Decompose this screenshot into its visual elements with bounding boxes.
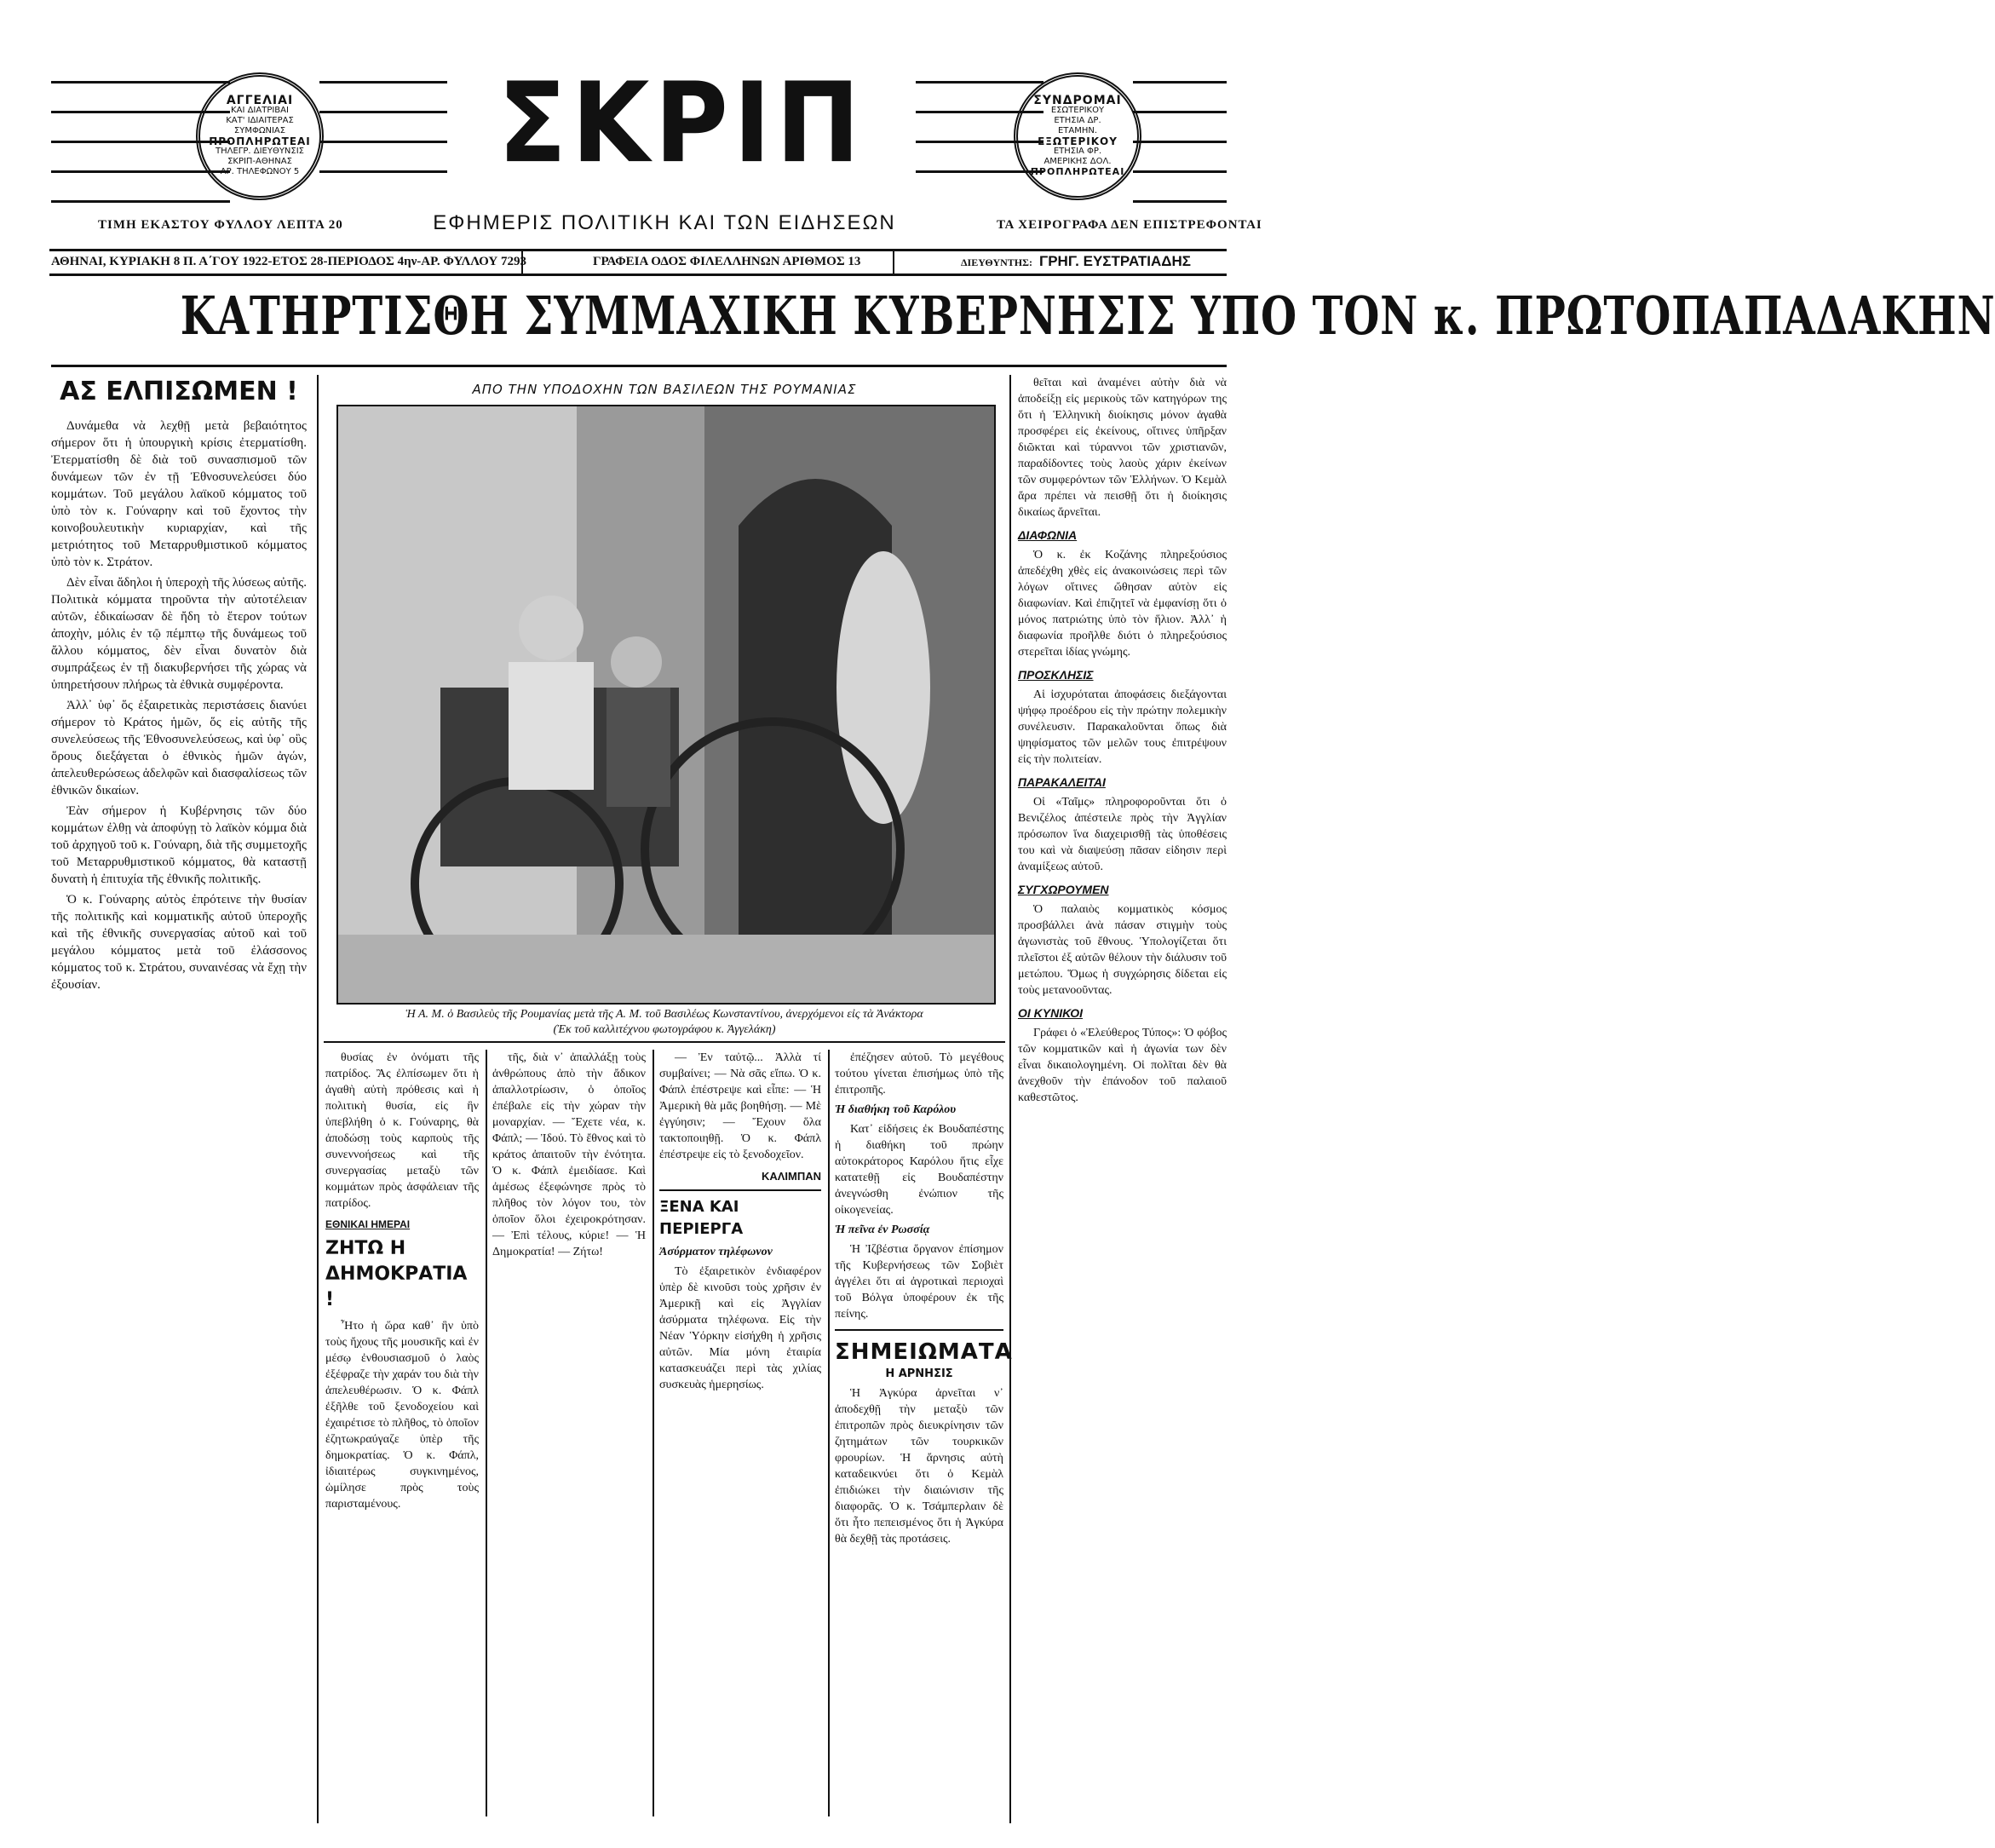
right-seal-line: ΕΤΗΣΙΑ ΦΡ. (1053, 147, 1102, 156)
issue-date: ΑΘΗΝΑΙ, ΚΥΡΙΑΚΗ 8 Π. Α΄ΓΟΥ 1922-ΕΤΟΣ 28-ΠΕΡΙΟΔΟΣ 4ην-ΑΡ. ΦΥΛΛΟΥ 7293 (51, 255, 526, 268)
article-paragraph: Οἱ «Ταῖμς» πληροφοροῦνται ὅτι ὁ Βενιζέλος ἀπέστειλε πρὸς τὴν Ἀγγλίαν πρόσωπον ἵνα διαχειρισθῇ τὰς ὑποθέσεις του καὶ νὰ διαψεύσῃ πᾶσαν εἰδησιν περὶ ἀναμίξεως αὐτοῦ. (1018, 796, 1227, 873)
office-address: ΓΡΑΦΕΙΑ ΟΔΟΣ ΦΙΛΕΛΛΗΝΩΝ ΑΡΙΘΜΟΣ 13 (593, 255, 861, 268)
notes-subtitle: Η ΑΡΝΗΣΙΣ (885, 1367, 953, 1380)
article-paragraph: Δὲν εἶναι ἄδηλοι ἡ ὑπεροχὴ τῆς λύσεως αὐτῆς. Πολιτικὰ κόμματα τηροῦντα τὴν αὐτοτέλειαν αὐτῶν, ἐδικαίωσαν δὲ ἤδη τὸ ἕτερον τούτων ἀποχὴν, μόλις ἐν τῷ πέμπτῳ τῆς δυνάμεως τοῦ ἄλλου κόμματος, δὲν εἶναι δυνατὸν διὰ συμπράξεως ἐν τῇ διακυβερνήσει τῆς χώρας νὰ ὑπηρετήσουν πλήρως τὰ ἐθνικὰ συμφέροντα. (51, 576, 307, 692)
right-seal-line: ΣΥΝΔΡΟΜΑΙ (1033, 94, 1122, 107)
notes-title: ΣΗΜΕΙΩΜΑΤΑ (835, 1339, 1013, 1365)
lower-column-2 (325, 1050, 479, 1816)
article-paragraph: Ἡ Ἀγκύρα ἀρνεῖται ν᾽ ἀποδεχθῇ τὴν μεταξὺ τῶν ἐπιτροπῶν πρὸς διευκρίνησιν τῶν ζητημάτων τῶν τουρκικῶν φρουρίων. Ἡ ἄρνησις αὐτὴ καταδεικνύει ὅτι ὁ Κεμὰλ ἐπιδιώκει τὴν διαιώνισιν τῆς διαφορᾶς. Ὁ κ. Τσάμπερλαιν δὲ ὅτι ἦτο πεπεισμένος ὅτι ἡ Ἀγκύρα θὰ δεχθῇ τὰς προτάσεις. (835, 1387, 1003, 1546)
caption-credit: (Ἐκ τοῦ καλλιτέχνου φωτογράφου κ. Ἀγγελάκη) (553, 1023, 776, 1036)
article-paragraph: Ὁ κ. ἐκ Κοζάνης πληρεξούσιος ἀπεδέχθη χθὲς εἰς ἀνακοινώσεις περὶ τῶν λόγων οἵτινες ὤθησαν αὐτὸν εἰς διαφωνίαν. Καὶ ἐπιζητεῖ νὰ ἐμφανίσῃ ὅτι ὁ μόνος πατριώτης ὑπὸ τὸν ἥλιον. Ἀλλ᾽ ἡ διαφωνία προῆλθε διότι ὁ πληρεξούσιος στερεῖται ἰδίας γνώμης. (1018, 549, 1227, 659)
section-head-prosklisis: ΠΡΟΣΚΛΗΣΙΣ (1018, 668, 1094, 682)
article-paragraph: Ἀλλ᾽ ὑφ᾽ ὅς ἐξαιρετικὰς περιστάσεις διανύει σήμερον τὸ Κράτος ἡμῶν, ὅς εἰς αὐτῆς τῆς συνελεύσεως τῆς Ἐθνοσυνελεύσεως, καὶ ὑφ᾽ οὓς ὅρους διεξάγεται ὁ ἐθνικὸς ἡμῶν ἀγών, ἀπελευθερώσεως ἀδελφῶν καὶ διασφαλίσεως τῶν ἐθνικῶν δικαίων. (51, 699, 307, 797)
right-seal-line: ΠΡΟΠΛΗΡΩΤΕΑΙ (1030, 166, 1125, 177)
lower-column-4 (659, 1050, 821, 1816)
curiosities-title: ΞΕΝΑ ΚΑΙ ΠΕΡΙΕΡΓΑ (659, 1198, 744, 1238)
right-seal-line: ΕΞΩΤΕΡΙΚΟΥ (1038, 135, 1118, 147)
left-seal-line: ΚΑΤ' ΙΔΙΑΙΤΕΡΑΣ (226, 116, 294, 125)
director-label: ΔΙΕΥΘΥΝΤΗΣ: (961, 256, 1032, 268)
left-column (51, 375, 307, 1823)
price-note: ΤΙΜΗ ΕΚΑΣΤΟΥ ΦΥΛΛΟΥ ΛΕΠΤΑ 20 (98, 218, 343, 232)
right-seal-line: ΕΤΗΣΙΑ ΔΡ. (1054, 116, 1101, 125)
item-head: Ἡ πεῖνα ἐν Ρωσσίᾳ (835, 1223, 930, 1236)
section-subhead: ΕΘΝΙΚΑΙ ΗΜΕΡΑΙ (325, 1218, 411, 1230)
newspaper-logo: ΣΚΡΙΠ (497, 58, 865, 187)
article-paragraph: Ὁ παλαιὸς κομματικὸς κόσμος προσβάλλει ἀνὰ πάσαν στιγμὴν τοὺς ἀγωνιστὰς τοῦ ἔθνους. Ὑπολογίζεται ὅτι πλεῖστοι ἐξ αὐτῶν θέλουν τὴν διάλυσιν τοῦ μετώπου. Ὅμως ἡ συγχώρησις δίδεται εἰς τοὺς μετανοοῦντας. (1018, 903, 1227, 997)
left-seal (196, 72, 324, 200)
section-head-diafonia: ΔΙΑΦΩΝΙΑ (1018, 528, 1078, 542)
article-paragraph: θεῖται καὶ ἀναμένει αὐτὴν διὰ νὰ ἀποδείξῃ εἰς μερικοὺς τῶν κατηγόρων της ὅτι ἡ Ἑλληνικὴ διοίκησις μόνον ἀγαθὰ προσφέρει εἰς ἐκείνους, οἵτινες ὑπῆρξαν διῶκται καὶ τύραννοι τῶν χριστιανῶν, παραδίδοντες τοὺς λαοὺς χάριν ἐκείνων τῶν συμφερόντων τῶν Ἑλλήνων. Ὁ Κεμὰλ ἄρα πρέπει νὰ πεισθῇ ὅτι ἡ διοίκησις δικαίως ἄρνεῖται. (1018, 377, 1227, 519)
left-seal-line: ΤΗΛΕΓΡ. ΔΙΕΥΘΥΝΣΙΣ (215, 147, 304, 156)
caption-main: Ἡ Α. Μ. ὁ Βασιλεὺς τῆς Ρουμανίας μετὰ τῆς Α. Μ. τοῦ Βασιλέως Κωνσταντίνου, ἀνερχόμενοι εἰς τὰ Ἀνάκτορα (405, 1008, 923, 1021)
right-seal-line: ΕΣΩΤΕΡΙΚΟΥ (1050, 106, 1105, 115)
item-head: Ἡ διαθήκη τοῦ Καρόλου (835, 1103, 957, 1116)
section-head-parakaleitai: ΠΑΡΑΚΑΛΕΙΤΑΙ (1018, 775, 1106, 789)
left-seal-line: ΑΡ. ΤΗΛΕΦΩΝΟΥ 5 (220, 167, 300, 176)
article-paragraph: Ὁ κ. Γούναρης αὐτὸς ἐπρότεινε τὴν θυσίαν τῆς πολιτικῆς καὶ κομματικῆς αὐτοῦ ὑπεροχῆς καὶ τῆς ἐθνικῆς συνεργασίας αὐτοῦ καὶ τοῦ μεγάλου κόμματος μετὰ τοῦ ἐλάσσονος κόμματος τοῦ κ. Στράτου, συναινέσας νὰ ἔχῃ τὴν ἐξουσίαν. (51, 893, 307, 992)
article-paragraph: Ἦτο ἡ ὥρα καθ᾽ ἣν ὑπὸ τοὺς ἤχους τῆς μουσικῆς καὶ ἐν μέσῳ ἐνθουσιασμοῦ ὁ λαὸς ἐξέφραζε τὴν χαράν του διὰ τὴν ἀπελευθέρωσιν. Ὁ κ. Φάπλ ἐξῆλθε τοῦ ξενοδοχείου καὶ ἐχαιρέτισε τὸ πλῆθος, τὸ ὁποῖον ἐζητωκραύγαζε ὑπὲρ τῆς δημοκρατίας. Ὁ κ. Φάπλ, ἰδιαιτέρως συγκινημένος, ὡμίλησε πρὸς τοὺς παρισταμένους. (325, 1320, 479, 1511)
article-paragraph: Δυνάμεθα νὰ λεχθῇ μετὰ βεβαιότητος σήμερον ὅτι ἡ ὑπουργικὴ κρίσις ἐτερματίσθη. Ἐτερματίσθη δὲ διὰ τοῦ συνασπισμοῦ τῶν δυνάμεων τῶν ἐν τῇ Ἐθνοσυνελεύσει δύο κομμάτων. Τοῦ μεγάλου λαϊκοῦ κόμματος τοῦ ὑπὸ τὸν κ. Γούναρην καὶ τοῦ ἔχοντος τὴν κοινοβουλευτικὴν κυριαρχίαν, καὶ τῆς μετριότητος τοῦ Μεταρρυθμιστικοῦ κόμματος ὑπὸ τὸν κ. Στράτον. (51, 419, 307, 569)
article-paragraph: Τὸ ἐξαιρετικὸν ἐνδιαφέρον ὑπὲρ δὲ κινοῦσι τοὺς χρῆσιν ἐν Ἀμερικῇ καὶ εἰς Ἀγγλίαν ἀσύρματα τηλέφωνα. Εἰς τὴν Νέαν Ὑόρκην εἰσήχθη ἡ χρῆσις αὐτῶν. Μία μόνη ἐταιρία κατασκευάζει περὶ τὰς χιλίας συσκευὰς ἡμερησίως. (659, 1265, 821, 1391)
article-paragraph: — Ἐν ταὐτῷ... Ἀλλὰ τί συμβαίνει; — Νὰ σᾶς εἴπω. Ὁ κ. Φάπλ ἐπέστρεψε καὶ εἶπε: — Ἡ Ἀμερικὴ θὰ μᾶς βοηθήσῃ. — Μὲ ἐγγύησιν; — Ἔχουν ὅλα τακτοποιηθῇ. Ὁ κ. Φάπλ ἐπέστρεψε εἰς τὸ ξενοδοχεῖον. (659, 1051, 821, 1161)
article-paragraph: Γράφει ὁ «Ἐλεύθερος Τύπος»: Ὁ φόβος τῶν κομματικῶν καὶ ἡ ἀγωνία των δὲν εἶναι δικαιολογημένη. Οἱ πολῖται δὲν θὰ ἀνεχθοῦν τὴν ἐπάνοδον τοῦ παλαιοῦ καθεστῶτος. (1018, 1027, 1227, 1104)
article-paragraph: Αἱ ἰσχυρόταται ἀποφάσεις διεξάγονται ψήφῳ προέδρου εἰς τὴν πρώτην πολεμικὴν συνέλευσιν. Παρακαλοῦνται ὅπως διὰ ψηφίσματος τῶν μελῶν τους ἐπιτρέψουν εἰς τὴν πολιτείαν. (1018, 688, 1227, 766)
info-bar (49, 249, 1227, 276)
lower-column-5 (835, 1050, 1013, 1816)
item-head: Ἀσύρματον τηλέφωνον (659, 1246, 773, 1258)
article-paragraph: Κατ᾽ εἰδήσεις ἐκ Βουδαπέστης ἡ διαθήκη τοῦ πρώην αὐτοκράτορος Καρόλου ἥτις εἶχε κατατεθῇ εἰς Βουδαπέστην ἀνεγνώσθη ἐνώπιον τῆς οἰκογενείας. (835, 1123, 1003, 1217)
author-signature: ΚΑΛΙΜΠΑΝ (761, 1170, 821, 1183)
democracy-title: ΖΗΤΩ Η ΔΗΜΟΚΡΑΤΙΑ ! (325, 1238, 468, 1310)
article-paragraph: τῆς, διὰ ν᾽ ἀπαλλάξῃ τοὺς ἀνθρώπους ἀπὸ τὴν ἄδικον ἀπαλλοτρίωσιν, ὁ ὁποῖος ἐπέβαλε εἰς τὴν χώραν τὴν μοναρχίαν. — Ἔχετε νέα, κ. Φάπλ; — Ἰδού. Τὸ ἔθνος καὶ τὸ κράτος ἀπαιτοῦν τὴν ἐνότητα. Ὁ κ. Φάπλ ἐμειδίασε. Καὶ ἀμέσως ἐξεφώνησε πρὸς τὸ πλῆθος τὸν λόγον του, τὸν ὁποῖον ὅλοι ἐχειροκρότησαν. — Ἐπὶ τέλους, κύριε! — Ἡ Δημοκρατία! — Ζήτω! (492, 1051, 646, 1258)
carriage-illustration (338, 406, 994, 1003)
section-head-sygxoroumen: ΣΥΓΧΩΡΟΥΜΕΝ (1018, 883, 1109, 896)
right-column (1018, 375, 1227, 1823)
left-seal-line: ΣΚΡΙΠ-ΑΘΗΝΑΣ (227, 157, 292, 166)
director-name: ΓΡΗΓ. ΕΥΣΤΡΑΤΙΑΔΗΣ (1039, 253, 1191, 269)
article-paragraph: ἐπέζησεν αὐτοῦ. Τὸ μεγέθους τούτου γίνεται ἐπισήμως ὑπὸ τῆς ἐπιτροπῆς. (835, 1051, 1003, 1097)
photo-header: ΑΠΟ ΤΗΝ ΥΠΟΔΟΧΗΝ ΤΩΝ ΒΑΣΙΛΕΩΝ ΤΗΣ ΡΟΥΜΑΝΙΑΣ (472, 382, 857, 397)
left-seal-line: ΣΥΜΦΩΝΙΑΣ (233, 126, 286, 135)
right-seal (1014, 72, 1141, 200)
left-column-title: ΑΣ ΕΛΠΙΣΩΜΕΝ ! (60, 377, 298, 406)
right-seal-line: ΕΤΑΜΗΝ. (1057, 126, 1098, 135)
right-seal-line: ΑΜΕΡΙΚΗΣ ΔΟΛ. (1043, 157, 1112, 166)
manuscripts-note: ΤΑ ΧΕΙΡΟΓΡΑΦΑ ΔΕΝ ΕΠΙΣΤΡΕΦΟΝΤΑΙ (997, 218, 1262, 232)
left-seal-line: ΠΡΟΠΛΗΡΩΤΕΑΙ (209, 135, 311, 147)
left-seal-line: ΚΑΙ ΔΙΑΤΡΙΒΑΙ (231, 106, 289, 115)
lower-column-3 (492, 1050, 646, 1816)
article-paragraph: θυσίας ἐν ὀνόματι τῆς πατρίδος. Ἂς ἐλπίσωμεν ὅτι ἡ ἀγαθὴ αὐτὴ πρόθεσις καὶ ἡ πολιτικὴ θυσία, εἰς ἣν ὑπεβλήθη ὁ κ. Γούναρης, θὰ ἀποδώσῃ τοὺς καρποὺς τῆς συνεννοήσεως καὶ τῆς συνεργασίας μεταξὺ τῶν κομμάτων πρὸς ἀσφάλειαν τῆς πατρίδος. (325, 1051, 479, 1210)
newspaper-subtitle: ΕΦΗΜΕΡΙΣ ΠΟΛΙΤΙΚΗ ΚΑΙ ΤΩΝ ΕΙΔΗΣΕΩΝ (433, 211, 896, 234)
article-paragraph: Ἡ Ἰζβέστια ὄργανον ἐπίσημον τῆς Κυβερνήσεως τῶν Σοβιὲτ ἀγγέλει ὅτι αἱ ἀγροτικαὶ περιοχαὶ τοῦ Βόλγα ὑποφέρουν ἐκ τῆς πείνης. (835, 1243, 1003, 1321)
article-paragraph: Ἐὰν σήμερον ἡ Κυβέρνησις τῶν δύο κομμάτων ἐλθῃ νὰ ἀποφύγῃ τὸ λαϊκὸν κόμμα διὰ τοῦ ἀρχηγοῦ τοῦ κ. Γούναρη, διὰ τῆς συμμετοχῆς τοῦ Μεταρρυθμιστικοῦ κόμματος, θὰ καταστῇ δυνατὴ ἡ ἐπιτυχία τῆς ἐθνικῆς πολιτικῆς. (51, 804, 307, 886)
section-head-oi-kynikoi: ΟΙ ΚΥΝΙΚΟΙ (1018, 1006, 1084, 1020)
photo-caption (324, 1007, 1005, 1038)
left-seal-line: ΑΓΓΕΛΙΑΙ (226, 94, 294, 107)
photo-royal-carriage (336, 405, 996, 1005)
main-headline: ΚΑΤΗΡΤΙΣΘΗ ΣΥΜΜΑΧΙΚΗ ΚΥΒΕΡΝΗΣΙΣ ΥΠΟ ΤΟΝ κ. ΠΡΩΤΟΠΑΠΑΔΑΚΗΝ (180, 285, 1995, 347)
